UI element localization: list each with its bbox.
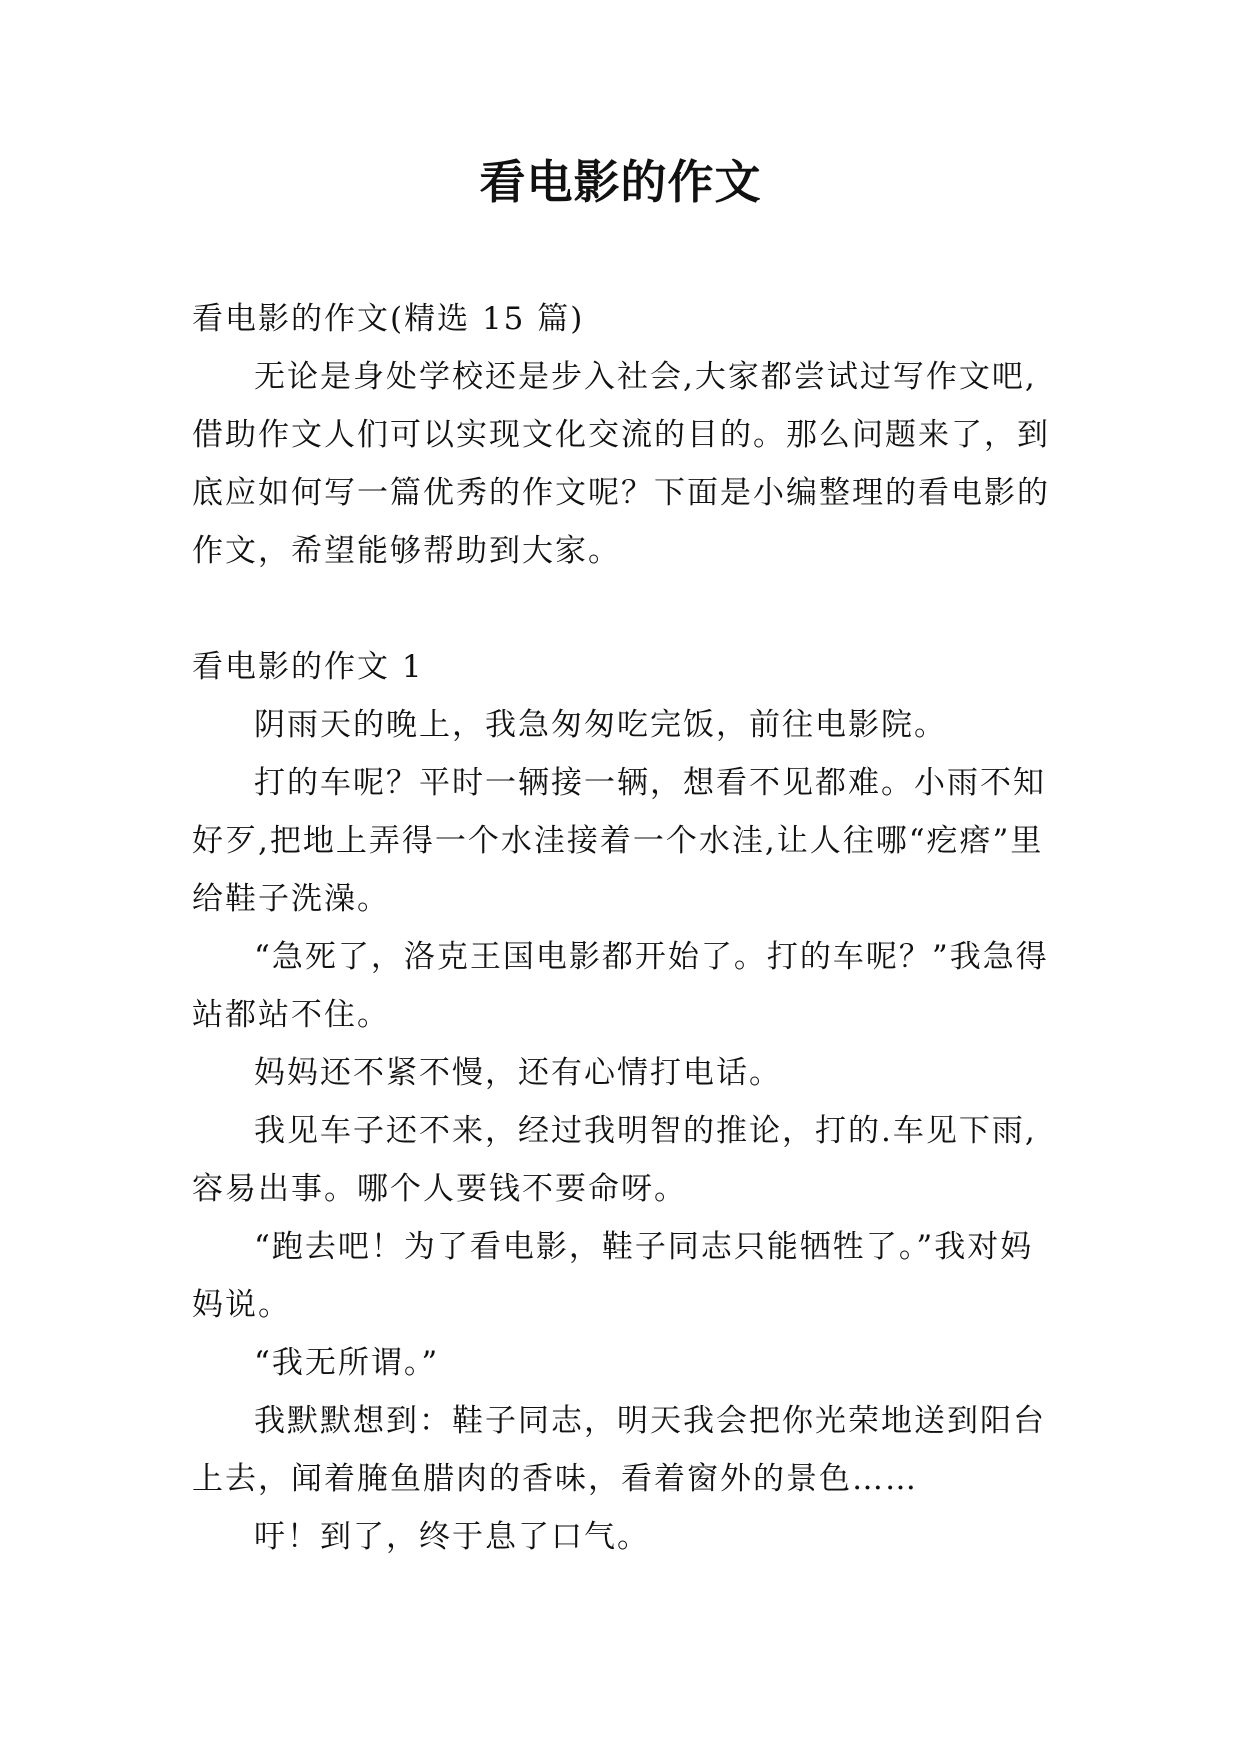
body-paragraph: “急死了，洛克王国电影都开始了。打的车呢？”我急得站都站不住。 (192, 939, 1049, 1033)
body-paragraph: 我见车子还不来，经过我明智的推论，打的.车见下雨,容易出事。哪个人要钱不要命呀。 (192, 1113, 1037, 1207)
body-paragraph: 打的车呢？平时一辆接一辆，想看不见都难。小雨不知好歹,把地上弄得一个水洼接着一个水洼,让人往哪“疙瘩”里给鞋子洗澡。 (192, 765, 1046, 917)
section-spacer (192, 580, 1052, 638)
document-subtitle: 看电影的作文(精选 15 篇) (192, 301, 585, 337)
body-paragraph: 阴雨天的晚上，我急匆匆吃完饭，前往电影院。 (254, 707, 947, 743)
intro-paragraph: 无论是身处学校还是步入社会,大家都尝试过写作文吧,借助作文人们可以实现文化交流的目的。那么问题来了，到底应如何写一篇优秀的作文呢？下面是小编整理的看电影的作文，希望能够帮助到大家。 (192, 359, 1050, 569)
body-paragraph: “我无所谓。” (254, 1345, 440, 1381)
body-paragraph: 我默默想到：鞋子同志，明天我会把你光荣地送到阳台上去，闻着腌鱼腊肉的香味，看着窗外的景色…… (192, 1403, 1046, 1497)
document-body (192, 290, 1052, 1566)
body-paragraph: 吁！到了，终于息了口气。 (254, 1519, 650, 1555)
section-heading: 看电影的作文 1 (192, 649, 424, 685)
body-paragraph: “跑去吧！为了看电影，鞋子同志只能牺牲了。”我对妈妈说。 (192, 1229, 1034, 1323)
document-title: 看电影的作文 (479, 155, 762, 209)
body-paragraph: 妈妈还不紧不慢，还有心情打电话。 (254, 1055, 782, 1091)
